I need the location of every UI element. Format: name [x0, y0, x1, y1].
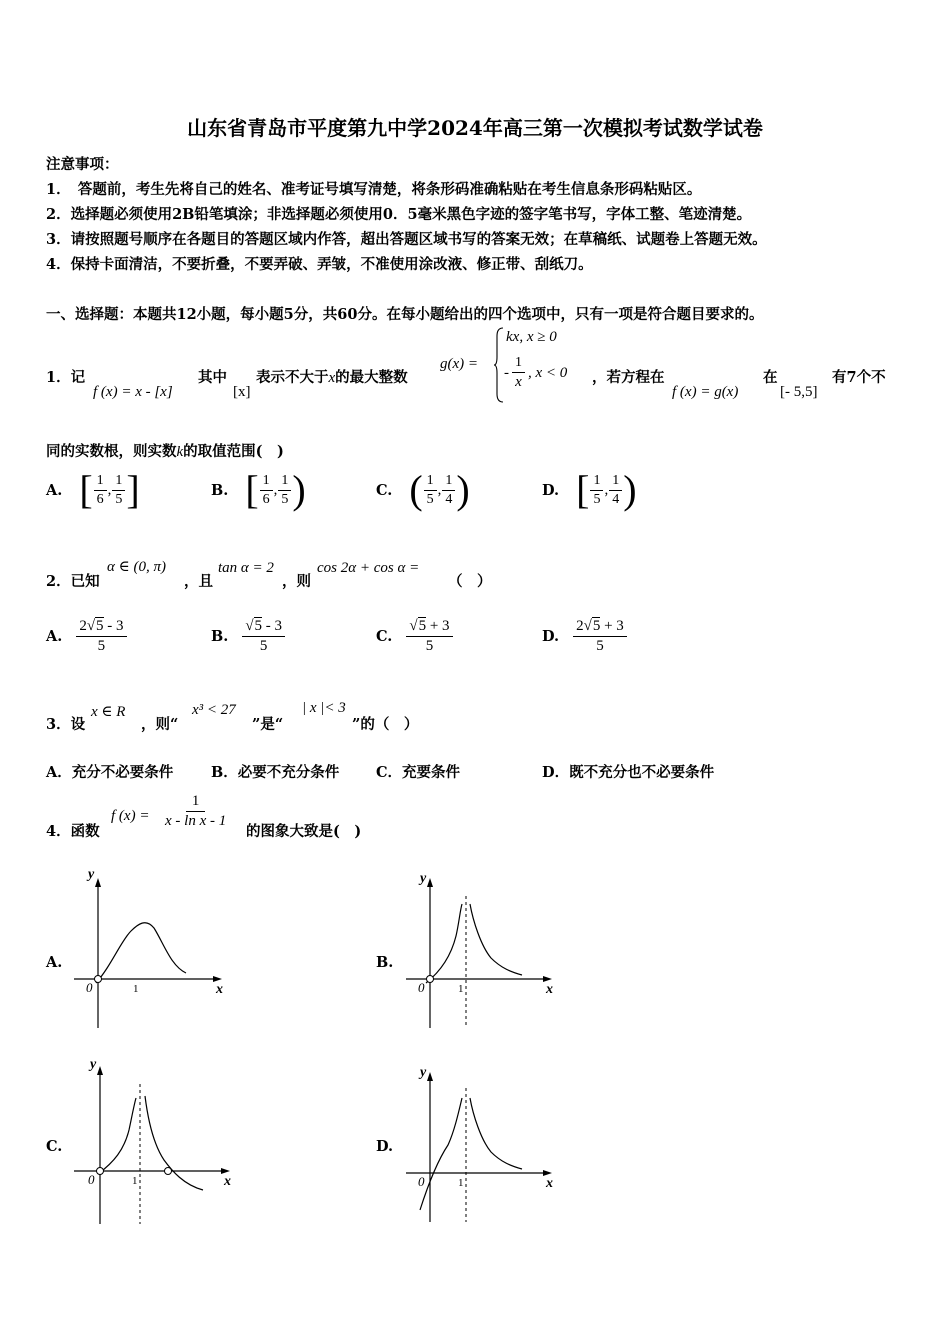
graph-c-y-label: y [90, 1057, 97, 1072]
q1-option-a-label: A. [46, 481, 63, 499]
graph-a-origin-label: 0 [86, 980, 93, 995]
notice-heading: 注意事项： [46, 156, 119, 173]
q1-g-num: 1 [512, 355, 525, 373]
q1-option-d-label: D. [542, 481, 560, 499]
q1-brace [494, 327, 504, 403]
graph-c-y-arrow [97, 1066, 103, 1075]
q1-b-d2: 5 [281, 491, 289, 507]
q2-text-ze: ，则 [282, 573, 311, 590]
graph-c-root-dot [165, 1168, 172, 1175]
q1-var-x: x [328, 370, 336, 386]
graph-c-origin-label: 0 [88, 1172, 95, 1187]
q2-cond2: tan α = 2 [218, 560, 274, 576]
q1-d-n2: 1 [609, 473, 622, 491]
q2-a-rad: 5 [96, 618, 104, 634]
q1-a-n2: 1 [112, 473, 125, 491]
q2-text-qie: ，且 [184, 573, 213, 590]
q2-option-b-frac: $\frac{√5 - 3}{5}$ [242, 618, 285, 655]
graph-b-right-branch [470, 904, 522, 975]
q1-option-a[interactable]: A. [ $\frac{1}{6}$ , $\frac{1}{5}$ ] [46, 467, 140, 512]
notice-item-3: 3．请按照题号顺序在各题目的答题区域内作答，超出答题区域书写的答案无效；在草稿纸、试题卷上答题无效。 [46, 231, 767, 248]
q1-g-lhs: g(x) = [440, 356, 479, 372]
q4-fraction [162, 793, 229, 830]
q4-option-d-label[interactable]: D. [376, 1138, 394, 1155]
q1-var-k: k [176, 444, 184, 460]
graph-d-right-branch [470, 1098, 522, 1169]
notice-item-1: 1． 答题前，考生先将自己的姓名、准考证号填写清楚，将条形码准确粘贴在考生信息条形码粘贴区。 [46, 181, 702, 198]
graph-b-origin-label: 0 [418, 980, 425, 995]
section-heading: 一、选择题：本题共12小题，每小题5分，共60分。在每小题给出的四个选项中，只有一项是符合题目要求的。 [46, 306, 764, 323]
q1-option-d[interactable]: D. [ $\frac{1}{5}$ , $\frac{1}{4}$ ) [542, 467, 637, 512]
q2-c-rad: 5 [418, 618, 427, 634]
q1-d-d1: 5 [593, 491, 601, 507]
q1-desc-2: 的最大整数 [335, 369, 408, 386]
graph-a-y-arrow [95, 878, 101, 887]
q2-cond1: α ∈ (0, π) [107, 559, 166, 575]
q3-number: 3．设 [46, 716, 86, 733]
q1-d-n1: 1 [590, 473, 603, 491]
q1-b-n1: 1 [260, 473, 273, 491]
q2-a-coef: 2 [79, 618, 87, 634]
q2-a-den: 5 [97, 638, 106, 654]
q1-fx-def: f (x) = x - [x] [93, 384, 173, 400]
q1-g-case2-sign: - [504, 364, 509, 381]
q1-d-d2: 4 [612, 491, 620, 507]
q2-number: 2．已知 [46, 573, 100, 590]
q3-option-d[interactable]: D．既不充分也不必要条件 [542, 764, 715, 781]
q1-a-d1: 6 [96, 491, 104, 507]
q2-b-den: 5 [259, 638, 268, 654]
graph-b-tick-1: 1 [458, 983, 464, 995]
q3-option-a[interactable]: A．充分不必要条件 [46, 764, 174, 781]
page-title: 山东省青岛市平度第九中学2024年高三第一次模拟考试数学试卷 [187, 116, 763, 140]
q1-option-d-left: [ [576, 467, 590, 512]
graph-a-x-label: x [216, 982, 223, 997]
q1-g-case2 [504, 355, 567, 391]
q1-desc-1: 表示不大于 [256, 369, 329, 386]
q3-text-shi: ”是“ [252, 716, 284, 733]
q4-number: 4．函数 [46, 823, 100, 840]
q2-d-rad: 5 [592, 618, 601, 634]
q1-option-d-right: ) [623, 467, 637, 512]
graph-d-y-label: y [420, 1065, 427, 1080]
q1-equation: f (x) = g(x) [672, 384, 739, 400]
q1-option-c-frac1 [424, 473, 437, 508]
q2-option-c-frac: $\frac{√5 + 3}{5}$ [406, 618, 452, 655]
q3-option-b[interactable]: B．必要不充分条件 [211, 764, 340, 781]
graph-d-left-branch [420, 1098, 462, 1210]
graph-a-origin-dot [95, 976, 102, 983]
graph-d-x-label: x [546, 1176, 553, 1191]
q1-interval: [- 5,5] [780, 384, 818, 400]
q4-option-b-label[interactable]: B. [376, 954, 394, 971]
q1-line2-a: 同的实数根，则实数 [46, 443, 177, 460]
q1-option-c-left: ( [409, 467, 423, 512]
q4-num: 1 [186, 793, 206, 812]
q1-a-d2: 5 [115, 491, 123, 507]
q1-option-d-frac1 [590, 473, 603, 508]
q2-d-coef: 2 [576, 618, 584, 634]
q2-option-a-frac: $\frac{2√5 - 3}{5}$ [76, 618, 126, 655]
q1-b-d1: 6 [262, 491, 270, 507]
q2-b-rest: - 3 [262, 618, 283, 634]
q1-option-c-frac2 [442, 473, 455, 508]
q1-desc [256, 366, 408, 387]
q2-a-rest: - 3 [103, 618, 124, 634]
graph-c-left-branch [98, 1098, 136, 1174]
q4-option-a-label[interactable]: A. [46, 954, 63, 971]
q3-text-ze: ，则“ [141, 716, 179, 733]
q3-cond: x ∈ R [91, 704, 126, 720]
graph-a-y-label: y [88, 867, 95, 882]
graph-b-y-arrow [427, 878, 433, 887]
q1-number: 1．记 [46, 369, 86, 386]
q1-g-case2-frac [512, 355, 525, 391]
q1-floor-x: [x] [233, 384, 251, 400]
q1-option-b-frac1 [260, 473, 273, 508]
q3-tail: ”的（ ） [352, 716, 419, 733]
graph-a-curve [96, 923, 186, 983]
q2-option-c[interactable] [376, 618, 453, 655]
q1-option-b-frac2 [278, 473, 291, 508]
q2-c-den: 5 [425, 638, 434, 654]
q1-g-den: x [515, 374, 522, 390]
q3-p: x³ < 27 [192, 702, 236, 718]
q1-text-qizhong: 其中 [198, 369, 227, 386]
q2-expr: cos 2α + cos α = [317, 560, 420, 576]
graph-b-left-branch [426, 904, 462, 983]
q1-option-b-label: B. [211, 481, 229, 499]
q2-tail: （ ） [448, 573, 492, 590]
q1-a-n1: 1 [94, 473, 107, 491]
q1-text-tail: 有7个不 [832, 369, 886, 386]
q4-option-c-label[interactable]: C. [46, 1138, 63, 1155]
graph-c-origin-dot [97, 1168, 104, 1175]
q2-option-d-frac: $\frac{2√5 + 3}{5}$ [573, 618, 627, 655]
graph-c-tick-1: 1 [132, 1175, 138, 1187]
notice-item-4: 4．保持卡面清洁，不要折叠，不要弄破、弄皱，不准使用涂改液、修正带、刮纸刀。 [46, 256, 593, 273]
q1-option-c-right: ) [456, 467, 470, 512]
q2-option-b[interactable] [211, 618, 285, 655]
graph-d-origin-label: 0 [418, 1174, 425, 1189]
q1-option-b-right: ) [292, 467, 306, 512]
q1-option-a-frac2 [112, 473, 125, 508]
q1-option-c[interactable]: C. ( $\frac{1}{5}$ , $\frac{1}{4}$ ) [376, 467, 470, 512]
q1-c-d2: 4 [445, 491, 453, 507]
q1-b-n2: 1 [278, 473, 291, 491]
q1-c-d1: 5 [426, 491, 434, 507]
q4-graph-c[interactable] [66, 1050, 246, 1228]
q1-line2 [46, 440, 284, 461]
graph-c-x-label: x [224, 1174, 231, 1189]
q1-option-d-frac2 [609, 473, 622, 508]
q1-text-zai: 在 [763, 369, 778, 386]
q4-den: x - ln x - 1 [165, 813, 227, 829]
graph-b-origin-dot [427, 976, 434, 983]
q1-option-c-label: C. [376, 481, 393, 499]
q1-g-case1: kx, x ≥ 0 [506, 329, 557, 345]
q2-option-d[interactable] [542, 618, 627, 655]
graph-a-tick-1: 1 [133, 983, 139, 995]
graph-b-x-label: x [546, 982, 553, 997]
q2-d-den: 5 [596, 638, 604, 654]
q2-b-rad: 5 [254, 618, 263, 634]
q1-option-b[interactable]: B. [ $\frac{1}{6}$ , $\frac{1}{5}$ ) [211, 467, 306, 512]
q4-graph-a[interactable] [66, 866, 236, 1032]
q4-graph-d[interactable] [396, 1060, 566, 1226]
q4-lhs: f (x) = [111, 808, 150, 824]
q2-option-d-label: D. [542, 628, 560, 645]
q1-text-fangcheng: ，若方程在 [592, 369, 665, 386]
q2-option-a[interactable] [46, 618, 127, 655]
q1-g-case2-cond: , x < 0 [528, 364, 568, 381]
q2-option-a-label: A. [46, 628, 63, 645]
q1-option-a-left: [ [79, 467, 93, 512]
graph-d-tick-1: 1 [458, 1177, 464, 1189]
notice-item-2: 2．选择题必须使用2B铅笔填涂；非选择题必须使用0．5毫米黑色字迹的签字笔书写，字体工整、笔迹清楚。 [46, 206, 752, 223]
q1-c-n2: 1 [442, 473, 455, 491]
q4-tail: 的图象大致是( ) [246, 823, 362, 840]
q1-c-n1: 1 [424, 473, 437, 491]
q3-q: | x |< 3 [302, 700, 346, 716]
q4-graph-b[interactable] [396, 866, 566, 1032]
q1-option-a-frac1 [94, 473, 107, 508]
graph-d-y-arrow [427, 1072, 433, 1081]
q1-option-b-left: [ [245, 467, 259, 512]
q3-option-c[interactable]: C．充要条件 [376, 764, 461, 781]
q2-option-c-label: C. [376, 628, 393, 645]
graph-c-right-branch [145, 1096, 203, 1190]
q2-option-b-label: B. [211, 628, 229, 645]
q2-d-rest: + 3 [600, 618, 624, 634]
q2-c-rest: + 3 [426, 618, 450, 634]
graph-b-y-label: y [420, 871, 427, 886]
q1-option-a-right: ] [126, 467, 140, 512]
q1-line2-b: 的取值范围( ) [183, 443, 284, 460]
